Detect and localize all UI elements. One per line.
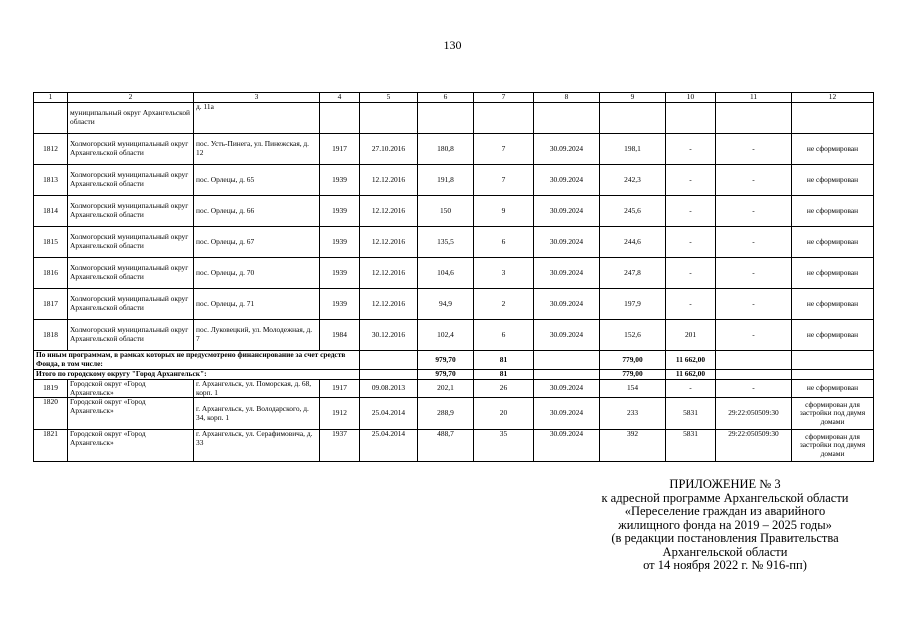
cadastral-cell: 29:22:050509:30: [716, 430, 792, 462]
row-number: 1820: [34, 398, 68, 430]
summary-label: По иным программам, в рамках которых не предусмотрено финансирование за счет средств Фонда, в том числе:: [34, 351, 360, 370]
year-cell: 1939: [320, 258, 360, 289]
residents-cell: 6: [474, 227, 534, 258]
table-row: [34, 258, 874, 289]
table-row: [34, 196, 874, 227]
summary-value: 779,00: [600, 370, 666, 380]
area-cell: 150: [418, 196, 474, 227]
cadastral-cell: -: [716, 134, 792, 165]
status-cell: не сформирован: [792, 134, 874, 165]
appendix-line: «Переселение граждан из аварийного: [624, 504, 826, 518]
value-cell: -: [666, 196, 716, 227]
summary-row-other-programs: [34, 351, 874, 370]
value-cell: -: [666, 134, 716, 165]
column-number: 3: [194, 93, 320, 103]
value-cell: 154: [600, 380, 666, 398]
address-cell: пос. Орлецы, д. 67: [194, 227, 320, 258]
address-cell: д. 11а: [194, 103, 320, 134]
year-cell: 1984: [320, 320, 360, 351]
year-cell: 1937: [320, 430, 360, 462]
column-number: 12: [792, 93, 874, 103]
column-number: 5: [360, 93, 418, 103]
value-cell: -: [666, 289, 716, 320]
municipality-cell: Холмогорский муниципальный округ Архангельской области: [68, 227, 194, 258]
municipality-cell: Холмогорский муниципальный округ Архангельской области: [68, 258, 194, 289]
area-cell: 104,6: [418, 258, 474, 289]
appendix-line: к адресной программе Архангельской области: [601, 490, 849, 505]
summary-label: Итого по городскому округу "Город Архангельск":: [34, 370, 360, 380]
date-cell: 12.12.2016: [360, 258, 418, 289]
column-number: 7: [474, 93, 534, 103]
appendix-line: от 14 ноября 2022 г. № 916-пп): [643, 558, 807, 572]
value-cell: 242,3: [600, 165, 666, 196]
row-number: 1814: [34, 196, 68, 227]
appendix-heading: [560, 478, 890, 573]
date-cell: 12.12.2016: [360, 289, 418, 320]
area-cell: 488,7: [418, 430, 474, 462]
value-cell: 247,8: [600, 258, 666, 289]
summary-area: 979,70: [418, 370, 474, 380]
area-cell: 135,5: [418, 227, 474, 258]
year-cell: 1939: [320, 165, 360, 196]
municipality-cell: Холмогорский муниципальный округ Архангельской области: [68, 165, 194, 196]
appendix-line: Архангельской области: [662, 544, 788, 559]
area-cell: 202,1: [418, 380, 474, 398]
deadline-cell: 30.09.2024: [534, 258, 600, 289]
cadastral-cell: -: [716, 165, 792, 196]
status-cell: сформирован для застройки под двумя домами: [792, 430, 874, 462]
summary-residents: 81: [474, 370, 534, 380]
table-row: [34, 430, 874, 462]
municipality-cell: Холмогорский муниципальный округ Архангельской области: [68, 134, 194, 165]
residents-cell: 9: [474, 196, 534, 227]
area-cell: 191,8: [418, 165, 474, 196]
status-cell: не сформирован: [792, 380, 874, 398]
residents-cell: 35: [474, 430, 534, 462]
row-number: 1812: [34, 134, 68, 165]
address-cell: пос. Усть-Пинега, ул. Пинежская, д. 12: [194, 134, 320, 165]
deadline-cell: 30.09.2024: [534, 320, 600, 351]
value-cell: -: [666, 227, 716, 258]
value-cell: 245,6: [600, 196, 666, 227]
year-cell: 1939: [320, 196, 360, 227]
column-number-row: [34, 93, 874, 103]
area-cell: 102,4: [418, 320, 474, 351]
status-cell: не сформирован: [792, 258, 874, 289]
status-cell: не сформирован: [792, 289, 874, 320]
deadline-cell: 30.09.2024: [534, 289, 600, 320]
municipality-cell: Городской округ «Город Архангельск»: [68, 380, 194, 398]
table-row: [34, 227, 874, 258]
table-row: [34, 398, 874, 430]
area-cell: 94,9: [418, 289, 474, 320]
table-row: [34, 103, 874, 134]
cadastral-cell: -: [716, 380, 792, 398]
table-row: [34, 289, 874, 320]
year-cell: 1912: [320, 398, 360, 430]
value-cell: 5831: [666, 398, 716, 430]
address-cell: пос. Орлецы, д. 70: [194, 258, 320, 289]
page-number: 130: [443, 38, 462, 52]
value-cell: 152,6: [600, 320, 666, 351]
deadline-cell: 30.09.2024: [534, 380, 600, 398]
column-number: 10: [666, 93, 716, 103]
deadline-cell: 30.09.2024: [534, 134, 600, 165]
table-row: [34, 380, 874, 398]
date-cell: 09.08.2013: [360, 380, 418, 398]
table-row: [34, 320, 874, 351]
deadline-cell: 30.09.2024: [534, 430, 600, 462]
municipality-cell: Городской округ «Город Архангельск»: [68, 398, 194, 430]
deadline-cell: 30.09.2024: [534, 196, 600, 227]
municipality-cell: Холмогорский муниципальный округ Архангельской области: [68, 320, 194, 351]
date-cell: 25.04.2014: [360, 430, 418, 462]
value-cell: 392: [600, 430, 666, 462]
cadastral-cell: 29:22:050509:30: [716, 398, 792, 430]
value-cell: 198,1: [600, 134, 666, 165]
status-cell: не сформирован: [792, 320, 874, 351]
date-cell: 12.12.2016: [360, 227, 418, 258]
row-number: 1813: [34, 165, 68, 196]
residents-cell: 2: [474, 289, 534, 320]
table-row: [34, 165, 874, 196]
year-cell: 1939: [320, 289, 360, 320]
status-cell: сформирован для застройки под двумя домами: [792, 398, 874, 430]
address-cell: г. Архангельск, ул. Серафимовича, д. 33: [194, 430, 320, 462]
value-cell: 233: [600, 398, 666, 430]
value-cell: 244,6: [600, 227, 666, 258]
residents-cell: 7: [474, 165, 534, 196]
municipality-cell: Холмогорский муниципальный округ Архангельской области: [68, 289, 194, 320]
summary-value: 779,00: [600, 351, 666, 370]
date-cell: 25.04.2014: [360, 398, 418, 430]
summary-value: 11 662,00: [666, 370, 716, 380]
cadastral-cell: -: [716, 320, 792, 351]
value-cell: -: [666, 165, 716, 196]
status-cell: не сформирован: [792, 227, 874, 258]
column-number: 6: [418, 93, 474, 103]
deadline-cell: 30.09.2024: [534, 227, 600, 258]
column-number: 1: [34, 93, 68, 103]
table-row: [34, 134, 874, 165]
date-cell: 30.12.2016: [360, 320, 418, 351]
address-cell: пос. Орлецы, д. 71: [194, 289, 320, 320]
municipality-cell: Холмогорский муниципальный округ Архангельской области: [68, 196, 194, 227]
value-cell: 197,9: [600, 289, 666, 320]
residents-cell: 26: [474, 380, 534, 398]
column-number: 4: [320, 93, 360, 103]
column-number: 8: [534, 93, 600, 103]
row-number: 1816: [34, 258, 68, 289]
summary-area: 979,70: [418, 351, 474, 370]
row-number: 1818: [34, 320, 68, 351]
municipality-cell: муниципальный округ Архангельской области: [68, 103, 194, 134]
summary-value: 11 662,00: [666, 351, 716, 370]
year-cell: 1939: [320, 227, 360, 258]
cadastral-cell: -: [716, 227, 792, 258]
address-cell: пос. Орлецы, д. 66: [194, 196, 320, 227]
deadline-cell: 30.09.2024: [534, 165, 600, 196]
cadastral-cell: -: [716, 289, 792, 320]
date-cell: 12.12.2016: [360, 196, 418, 227]
row-number: 1819: [34, 380, 68, 398]
status-cell: не сформирован: [792, 165, 874, 196]
residents-cell: 20: [474, 398, 534, 430]
residents-cell: 3: [474, 258, 534, 289]
residents-cell: 7: [474, 134, 534, 165]
cadastral-cell: -: [716, 258, 792, 289]
residents-cell: 6: [474, 320, 534, 351]
address-cell: г. Архангельск, ул. Поморская, д. 68, корп. 1: [194, 380, 320, 398]
summary-row-total: [34, 370, 874, 380]
appendix-title: ПРИЛОЖЕНИЕ № 3: [669, 477, 781, 491]
row-number: 1817: [34, 289, 68, 320]
housing-register-table: [33, 92, 874, 462]
appendix-line: (в редакции постановления Правительства: [611, 531, 839, 545]
value-cell: -: [666, 380, 716, 398]
column-number: 9: [600, 93, 666, 103]
row-number: 1821: [34, 430, 68, 462]
date-cell: 27.10.2016: [360, 134, 418, 165]
address-cell: пос. Луковецкий, ул. Молодежная, д. 7: [194, 320, 320, 351]
area-cell: 288,9: [418, 398, 474, 430]
column-number: 2: [68, 93, 194, 103]
row-number: 1815: [34, 227, 68, 258]
address-cell: пос. Орлецы, д. 65: [194, 165, 320, 196]
status-cell: не сформирован: [792, 196, 874, 227]
municipality-cell: Городской округ «Город Архангельск»: [68, 430, 194, 462]
summary-residents: 81: [474, 351, 534, 370]
value-cell: -: [666, 258, 716, 289]
value-cell: 201: [666, 320, 716, 351]
address-cell: г. Архангельск, ул. Володарского, д. 34, корп. 1: [194, 398, 320, 430]
value-cell: 5831: [666, 430, 716, 462]
date-cell: 12.12.2016: [360, 165, 418, 196]
year-cell: 1917: [320, 380, 360, 398]
deadline-cell: 30.09.2024: [534, 398, 600, 430]
appendix-line: жилищного фонда на 2019 – 2025 годы»: [618, 517, 832, 532]
year-cell: 1917: [320, 134, 360, 165]
cadastral-cell: -: [716, 196, 792, 227]
column-number: 11: [716, 93, 792, 103]
area-cell: 180,8: [418, 134, 474, 165]
